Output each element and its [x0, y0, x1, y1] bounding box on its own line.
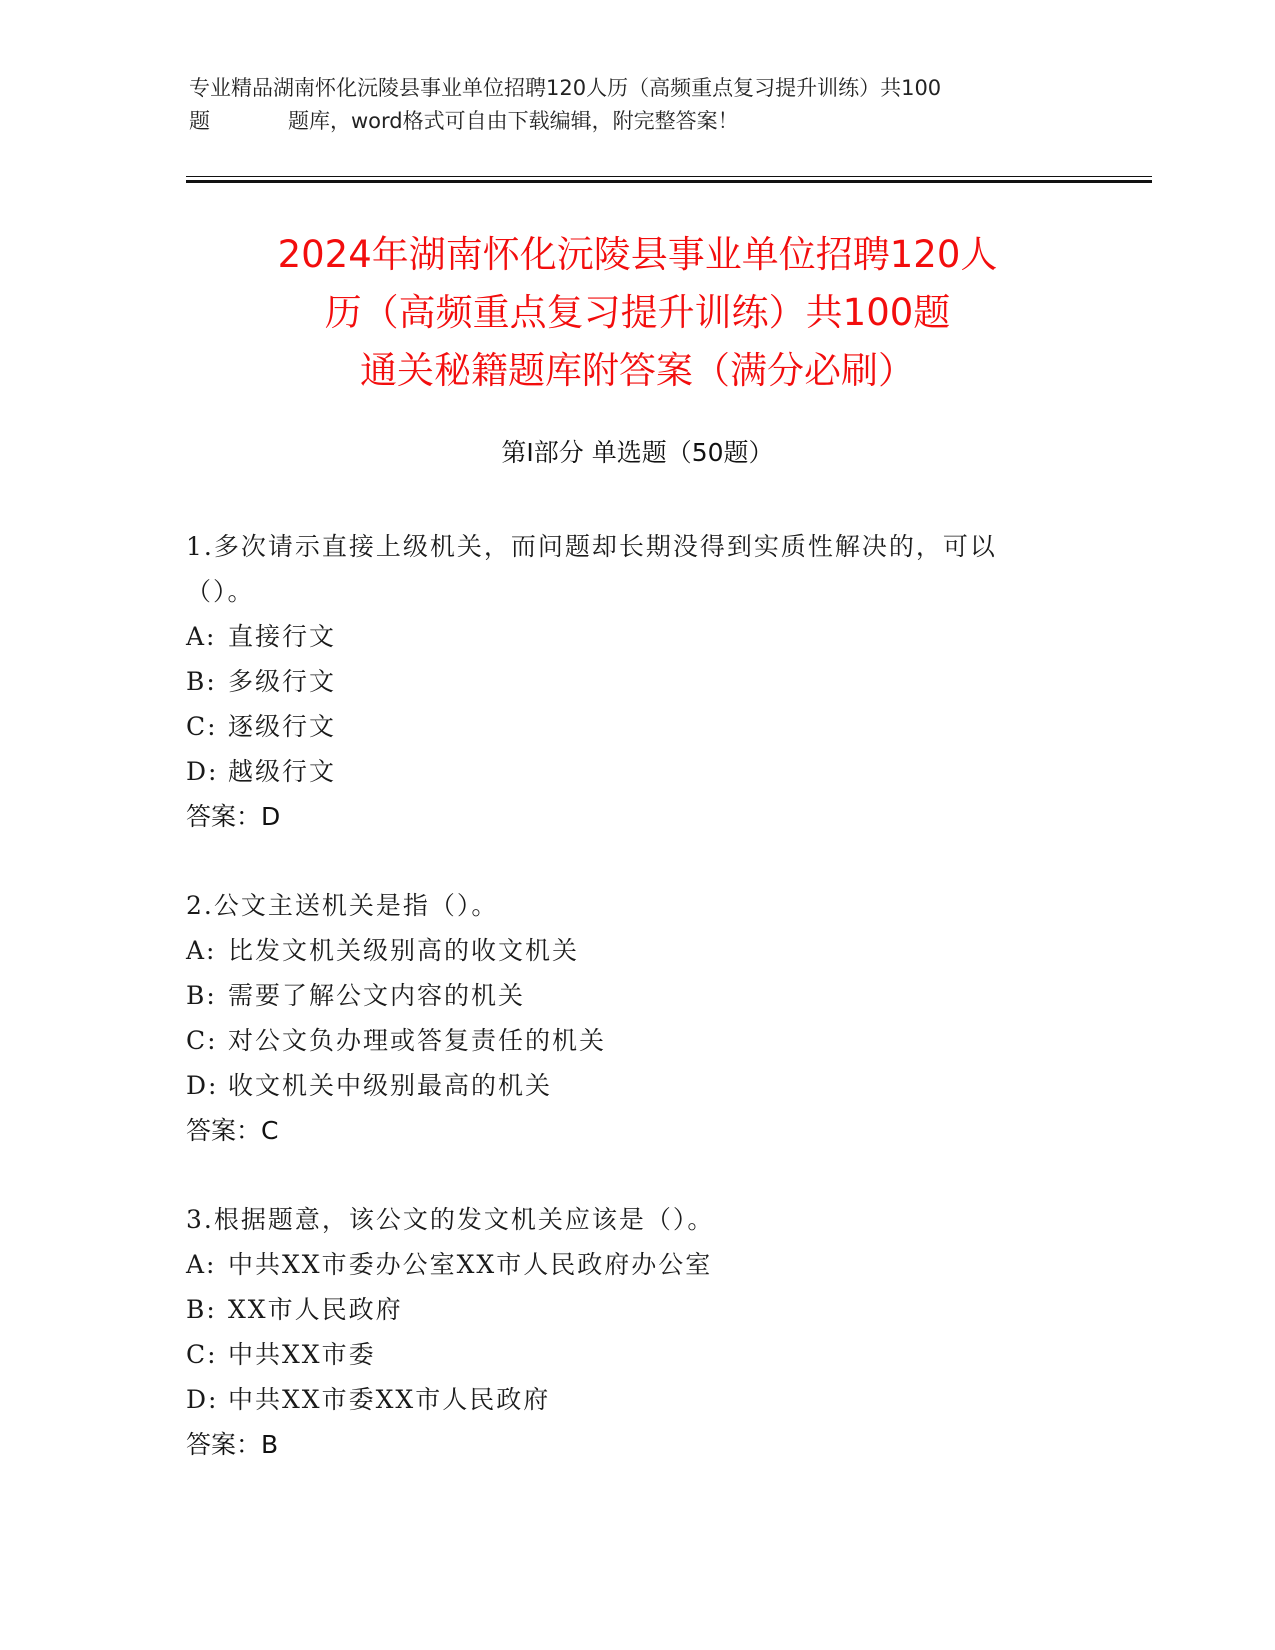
- question-2: [186, 883, 1066, 1153]
- question-stem: 3.根据题意，该公文的发文机关应该是（）。: [186, 1205, 715, 1234]
- answer-text: 答案：D: [186, 802, 281, 831]
- option-c: [186, 1332, 1066, 1377]
- option-text: 多级行文: [228, 667, 337, 696]
- question-stem: 2.公文主送机关是指（）。: [186, 891, 499, 920]
- option-text: XX市人民政府: [228, 1295, 403, 1324]
- option-b: [186, 659, 1066, 704]
- option-c: [186, 1018, 1066, 1063]
- question-stem: 1.多次请示直接上级机关，而问题却长期没得到实质性解决的，可以: [186, 532, 997, 561]
- question-3: [186, 1197, 1066, 1467]
- option-letter: A:: [186, 1250, 217, 1279]
- document-title: [150, 226, 1125, 400]
- document-header: [189, 72, 1089, 138]
- question-1: [186, 524, 1066, 839]
- option-letter: C:: [186, 712, 218, 741]
- option-letter: D:: [186, 757, 219, 786]
- answer-text: 答案：B: [186, 1430, 279, 1459]
- option-letter: B:: [186, 981, 217, 1010]
- option-d: [186, 749, 1066, 794]
- title-line-2: 历（高频重点复习提升训练）共100题: [324, 291, 951, 334]
- option-letter: A:: [186, 936, 217, 965]
- option-text: 比发文机关级别高的收文机关: [228, 936, 580, 965]
- option-d: [186, 1377, 1066, 1422]
- option-b: [186, 1287, 1066, 1332]
- option-a: [186, 614, 1066, 659]
- header-line-2-right: 题库，word格式可自由下载编辑，附完整答案！: [288, 109, 739, 133]
- option-text: 逐级行文: [228, 712, 337, 741]
- option-letter: D:: [186, 1385, 219, 1414]
- section-heading: 第Ⅰ部分 单选题（50题）: [501, 438, 774, 467]
- option-letter: A:: [186, 622, 217, 651]
- option-text: 对公文负办理或答复责任的机关: [228, 1026, 607, 1055]
- option-text: 中共XX市委: [228, 1340, 376, 1369]
- option-text: 收文机关中级别最高的机关: [228, 1071, 553, 1100]
- header-divider-thick: [186, 180, 1152, 183]
- title-line-1: 2024年湖南怀化沅陵县事业单位招聘120人: [277, 233, 998, 276]
- option-d: [186, 1063, 1066, 1108]
- title-line-3: 通关秘籍题库附答案（满分必刷）: [360, 349, 915, 392]
- option-letter: D:: [186, 1071, 219, 1100]
- option-text: 中共XX市委办公室XX市人民政府办公室: [228, 1250, 713, 1279]
- answer-text: 答案：C: [186, 1116, 279, 1145]
- option-text: 需要了解公文内容的机关: [228, 981, 526, 1010]
- header-divider-thin: [186, 176, 1152, 177]
- option-b: [186, 973, 1066, 1018]
- header-line-2: [189, 105, 1089, 138]
- question-stem-continued: （）。: [186, 577, 255, 606]
- option-letter: B:: [186, 1295, 217, 1324]
- option-letter: C:: [186, 1340, 218, 1369]
- option-text: 直接行文: [228, 622, 337, 651]
- option-a: [186, 928, 1066, 973]
- option-a: [186, 1242, 1066, 1287]
- header-line-2-left: 题: [189, 109, 210, 133]
- option-c: [186, 704, 1066, 749]
- header-line-1: 专业精品湖南怀化沅陵县事业单位招聘120人历（高频重点复习提升训练）共100: [189, 76, 942, 100]
- option-letter: B:: [186, 667, 217, 696]
- option-letter: C:: [186, 1026, 218, 1055]
- option-text: 中共XX市委XX市人民政府: [228, 1385, 551, 1414]
- question-list: [186, 524, 1066, 1511]
- option-text: 越级行文: [228, 757, 337, 786]
